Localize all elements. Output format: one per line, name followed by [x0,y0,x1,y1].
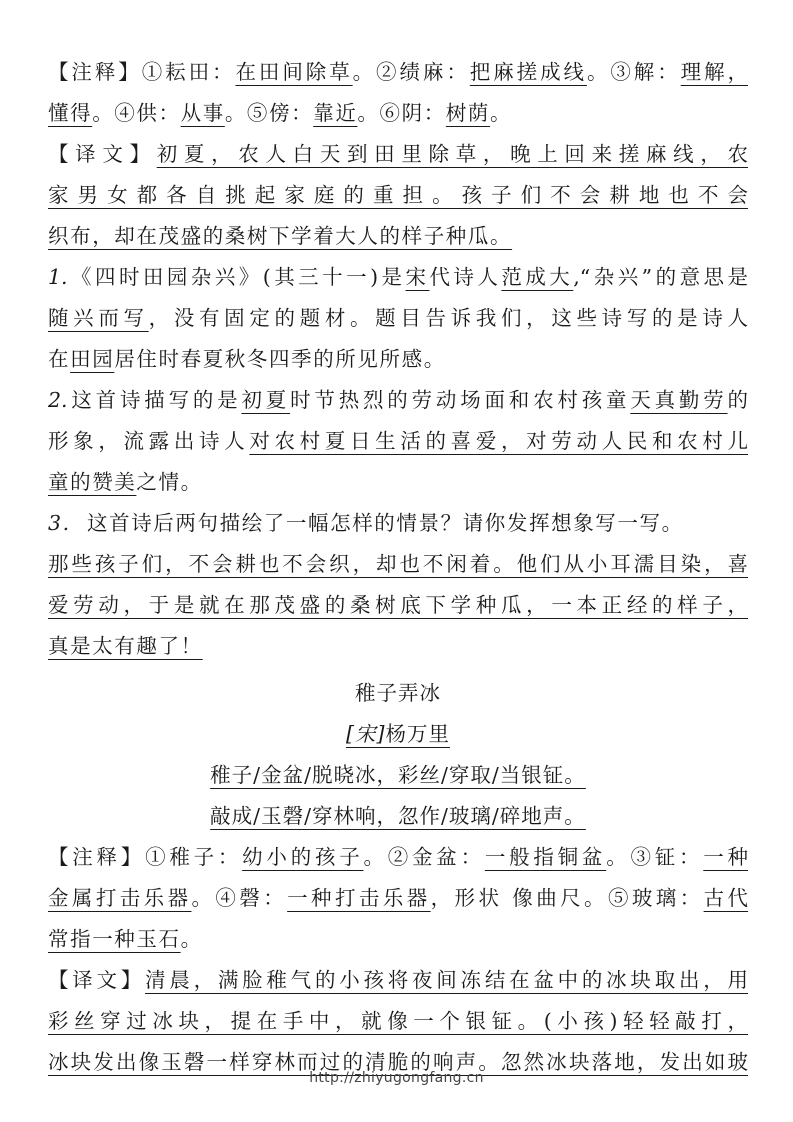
poem-line-text: 稚子/金盆/脱晓冰，彩丝/穿取/当银钲。 [210,763,586,787]
document-body [48,52,748,1083]
question-line [48,339,748,380]
question-number: 3. [48,511,71,535]
translation-line [48,1001,748,1042]
translation-tag: 【译文】 [48,142,157,166]
note-text: 。②绩麻： [352,60,470,84]
translation-text: 织布，却在茂盛的桑树下学着大人的样子种瓜。 [48,224,513,248]
poem-dynasty: [宋] [346,722,386,746]
question-text: 的 [727,388,749,412]
question-line [48,462,748,503]
translation-text: 家男女都各自挑起家庭的重担。孩子们不会耕地也不会 [48,183,748,207]
translation-line [48,175,748,216]
note-text: 。⑥阴： [357,101,446,125]
note-text: ，形状 像曲尺。⑤玻璃： [430,886,704,910]
question-number: 1. [48,265,68,289]
answer-blank: 初夏 [241,388,291,412]
question-line [48,503,748,544]
question-1 [48,257,748,380]
note-text: ①耘田： [141,60,236,84]
translation-tag: 【译文】 [48,968,146,992]
translation-line [48,134,748,175]
translation-text: 初夏，农人白天到田里除草，晚上回来搓麻线，农 [156,142,749,166]
answer-blank: 宋 [405,265,430,289]
question-text: 代诗人 [429,265,502,289]
answer-line [48,626,748,667]
question-3 [48,503,748,667]
note-definition: 靠近 [313,101,358,125]
answer-blank: 对农村夏日生活的喜爱，对劳动人民和农村儿 [249,429,749,453]
note-text: 。④磬： [191,886,288,910]
question-text: 之情。 [136,470,203,494]
notes-section-1 [48,52,748,134]
answer-blank: 范成大 [501,265,574,289]
answer-text: 爱劳动，于是就在那茂盛的桑树底下学种瓜，一本正经的样子， [48,593,748,617]
question-text: ，没有固定的题材。题目告诉我们，这些诗写的是诗人 [148,306,749,330]
note-text: ①稚子： [145,845,243,869]
poem-author-name: 杨万里 [385,722,450,746]
answer-blank: 童的赞美 [48,470,137,494]
answer-blank: 随兴而写 [48,306,149,330]
question-line [48,421,748,462]
answer-blank: 天真勤劳 [630,388,728,412]
note-definition: 一种 [703,845,749,869]
poem-line-1 [48,755,748,796]
translation-section-1 [48,134,748,257]
notes-section-2 [48,837,748,960]
answer-blank: 田园 [70,347,115,371]
poem-author [48,714,748,755]
note-definition: 树荫 [445,101,491,125]
translation-line [48,216,748,257]
note-definition: 一种打击乐器 [287,886,431,910]
question-line [48,257,748,298]
footer-url: http://zhiyugongfang.cn [309,1070,484,1086]
note-definition: 懂得 [48,101,93,125]
question-text: 居住时春夏秋冬四季的所见所感。 [114,347,446,371]
answer-line [48,544,748,585]
question-text: 形象，流露出诗人 [48,429,250,453]
notes-line [48,878,748,919]
note-definition: 把麻搓成线 [469,60,587,84]
translation-text: 清晨，满脸稚气的小孩将夜间冻结在盆中的冰块取出，用 [145,968,749,992]
notes-line [48,919,748,960]
question-text: 这首诗后两句描绘了一幅怎样的情景？请你发挥想象写一写。 [87,511,684,535]
translation-section-2 [48,960,748,1083]
notes-tag: 【注释】 [48,60,142,84]
notes-tag: 【注释】 [48,845,146,869]
question-text: 《四时田园杂兴》(其三十一)是 [67,265,406,289]
note-definition: 一般指铜盆 [484,845,607,869]
question-number: 2. [48,388,68,412]
note-text: 。②金盆： [363,845,485,869]
poem-block [48,673,748,837]
note-text: 。③钲： [606,845,704,869]
answer-text: 那些孩子们，不会耕也不会织，却也不闲着。他们从小耳濡目染，喜 [48,552,748,576]
note-definition: 常指一种玉石 [48,927,181,951]
question-text: 在 [48,347,71,371]
translation-text: 冰块发出像玉磬一样穿林而过的清脆的响声。忽然冰块落地，发出如玻 [48,1050,748,1074]
answer-text: 真是太有趣了！ [48,634,203,658]
poem-title: 稚子弄冰 [355,681,441,705]
translation-line [48,960,748,1001]
note-definition: 金属打击乐器 [48,886,192,910]
note-definition: 理解， [680,60,749,84]
translation-text: 彩丝穿过冰块，提在手中，就像一个银钲。(小孩)轻轻敲打， [48,1009,748,1033]
note-text: 。⑤傍： [224,101,314,125]
question-2 [48,380,748,503]
question-text: 时节热烈的劳动场面和农村孩童 [290,388,631,412]
note-definition: 从事 [180,101,225,125]
question-line [48,298,748,339]
note-definition: 在田间除草 [235,60,353,84]
notes-line [48,837,748,878]
question-text: ,“杂兴”的意思是 [573,265,749,289]
note-definition: 古代 [703,886,749,910]
poem-line-text: 敲成/玉磬/穿林响，忽作/玻璃/碎地声。 [210,804,586,828]
note-text: 。 [180,927,203,951]
note-text: 。③解： [586,60,681,84]
note-text: 。 [490,101,513,125]
poem-line-2 [48,796,748,837]
notes-line [48,93,748,134]
note-text: 。④供： [92,101,181,125]
question-line [48,380,748,421]
answer-line [48,585,748,626]
question-text: 这首诗描写的是 [67,388,242,412]
notes-line [48,52,748,93]
note-definition: 幼小的孩子 [242,845,364,869]
